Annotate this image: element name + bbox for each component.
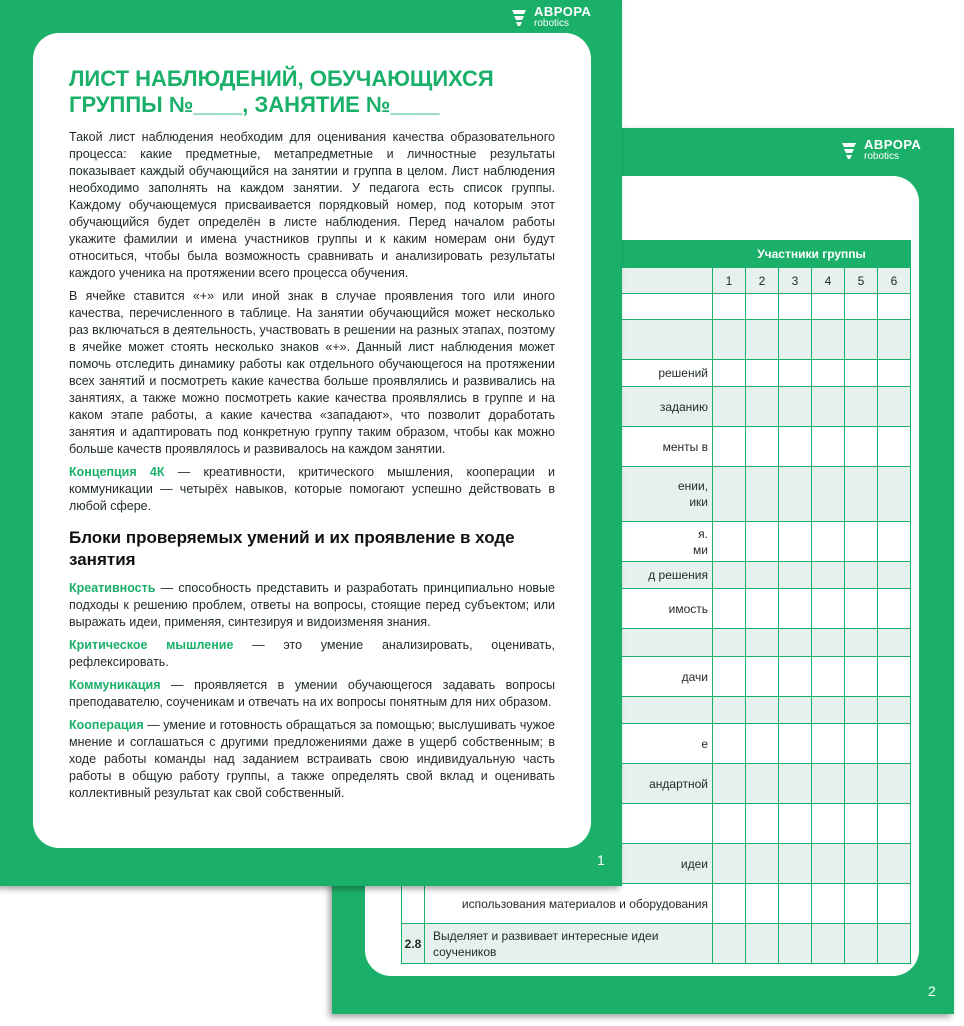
observation-cell[interactable] [878,764,911,804]
observation-cell[interactable] [779,924,812,964]
skill-term: Креативность [69,581,156,595]
observation-cell[interactable] [878,629,911,657]
section-heading: Блоки проверяемых умений и их проявление в ходе занятия [69,528,515,569]
brand-sub: robotics [864,151,900,162]
page-number: 1 [597,852,605,868]
aurora-logo-icon [508,6,530,28]
criterion-text: ении, ики [677,479,708,509]
observation-cell[interactable] [713,724,746,764]
observation-cell[interactable] [878,589,911,629]
observation-cell[interactable] [812,697,845,724]
page-title: ЛИСТ НАБЛЮДЕНИЙ, ОБУЧАЮЩИХСЯ ГРУППЫ №____, ЗАНЯТИЕ №____ [69,66,494,117]
observation-cell[interactable] [713,320,746,360]
observation-cell[interactable] [746,724,779,764]
skill-term: Кооперация [69,718,144,732]
observation-cell[interactable] [713,294,746,320]
criterion-text: андартной [649,776,708,791]
observation-cell[interactable] [845,360,878,387]
observation-cell[interactable] [878,320,911,360]
criterion-text: имость [668,601,708,616]
observation-cell[interactable] [878,387,911,427]
criterion-cell [425,884,713,924]
observation-cell[interactable] [845,657,878,697]
skill-paragraph [69,580,555,631]
observation-cell[interactable] [779,320,812,360]
page-1-text [69,66,555,808]
observation-cell[interactable] [878,562,911,589]
observation-cell[interactable] [713,657,746,697]
brand-name: АВРОРА [534,4,592,19]
observation-cell[interactable] [878,294,911,320]
observation-cell[interactable] [713,844,746,884]
observation-cell[interactable] [713,522,746,562]
observation-cell[interactable] [845,320,878,360]
observation-cell[interactable] [845,884,878,924]
observation-cell[interactable] [812,924,845,964]
skill-paragraph [69,677,555,711]
observation-cell[interactable] [779,724,812,764]
observation-cell[interactable] [812,844,845,884]
observation-cell[interactable] [779,697,812,724]
observation-cell[interactable] [812,294,845,320]
criterion-text: дачи [681,669,708,684]
observation-cell[interactable] [746,387,779,427]
observation-cell[interactable] [713,427,746,467]
brand-logo [838,138,921,162]
observation-cell[interactable] [845,589,878,629]
observation-cell[interactable] [779,522,812,562]
observation-cell[interactable] [845,764,878,804]
observation-cell[interactable] [713,697,746,724]
observation-cell[interactable] [779,629,812,657]
observation-cell[interactable] [713,924,746,964]
observation-cell[interactable] [845,844,878,884]
observation-cell[interactable] [713,764,746,804]
criterion-text: Выделяет и развивает интересные идеи соучеников [433,928,659,959]
table-row [402,884,911,924]
observation-cell[interactable] [845,629,878,657]
observation-cell[interactable] [779,427,812,467]
observation-cell[interactable] [878,724,911,764]
observation-cell[interactable] [812,467,845,522]
criterion-cell [425,924,713,964]
observation-cell[interactable] [845,924,878,964]
observation-cell[interactable] [746,844,779,884]
observation-cell[interactable] [845,804,878,844]
observation-cell[interactable] [812,629,845,657]
skill-description: — это умение анализировать, оценивать, рефлексировать. [69,638,555,669]
observation-cell[interactable] [779,884,812,924]
participant-number: 2 [746,268,779,294]
observation-cell[interactable] [746,764,779,804]
observation-cell[interactable] [812,804,845,844]
criterion-text: д решения [648,568,708,582]
observation-cell[interactable] [713,884,746,924]
observation-cell[interactable] [812,884,845,924]
concept-paragraph [69,464,555,515]
observation-cell[interactable] [845,724,878,764]
observation-cell[interactable] [878,467,911,522]
observation-cell[interactable] [713,387,746,427]
criterion-text: заданию [659,399,708,414]
page-number: 2 [928,983,936,999]
participant-number: 6 [878,268,911,294]
skill-term: Критическое мышление [69,638,234,652]
observation-cell[interactable] [812,589,845,629]
observation-cell[interactable] [746,629,779,657]
observation-cell[interactable] [812,562,845,589]
observation-cell[interactable] [746,562,779,589]
skills-list [69,580,555,802]
criterion-text: я. ми [693,526,708,557]
observation-cell[interactable] [713,562,746,589]
observation-cell[interactable] [845,387,878,427]
participants-header: Участники группы [713,241,911,268]
observation-cell[interactable] [812,657,845,697]
observation-cell[interactable] [779,387,812,427]
brand-sub: robotics [534,18,570,29]
concept-term: Концепция 4К [69,465,165,479]
observation-cell[interactable] [746,924,779,964]
observation-cell[interactable] [746,522,779,562]
observation-cell[interactable] [878,657,911,697]
observation-cell[interactable] [779,360,812,387]
observation-cell[interactable] [878,697,911,724]
observation-cell[interactable] [878,924,911,964]
observation-cell[interactable] [878,360,911,387]
observation-cell[interactable] [845,467,878,522]
observation-cell[interactable] [845,562,878,589]
participant-number: 1 [713,268,746,294]
observation-cell[interactable] [746,427,779,467]
observation-cell[interactable] [746,320,779,360]
observation-cell[interactable] [812,427,845,467]
observation-cell[interactable] [779,764,812,804]
observation-cell[interactable] [779,294,812,320]
row-number [402,884,425,924]
instructions-paragraph: В ячейке ставится «+» или иной знак в случае проявления того или иного качества, перечисленного в таблице. На занятии обучающийся может несколько раз включаться в деятельность, участвовать в решении на разных этапах, поэтому в ячейке может стоять несколько знаков «+». Данный лист наблюдения может помочь отследить динамику работы как отдельного обучающегося на протяжении всех занятий и посмотреть какие качества больше проявлялись и развивались на занятиях, а также можно посмотреть какие качества проявлялись в группе и на каком этапе работы, а какие качества «западают», что позволит доработать занятия и адаптировать под конкретную группу таким образом, чтобы как можно больше качеств проявлялось и развивалось на каждом занятии. [69,289,555,456]
observation-cell[interactable] [746,589,779,629]
criterion-text: е [701,736,708,751]
brand-name: АВРОРА [864,137,922,152]
aurora-logo-icon [838,139,860,161]
observation-cell[interactable] [812,724,845,764]
criterion-text: менты в [662,439,708,454]
observation-cell[interactable] [845,427,878,467]
observation-cell[interactable] [812,387,845,427]
intro-paragraph: Такой лист наблюдения необходим для оценивания качества образовательного процесса: какие предметные, метапредметные и личностные результаты показывает каждый обучающийся на занятии и группа в целом. Лист наблюдения необходимо заполнять на каждом занятии. У педагога есть список группы. Каждому обучающемуся присваивается порядковый номер, под которым этот обучающийся будет определён в листе наблюдения. Перед началом работы укажите фамилии и имена участников группы и к каким номерам они будут относиться, чтобы была возможность сравнивать и анализировать результаты каждого ученика на протяжении всего процесса обучения. [69,130,555,280]
observation-cell[interactable] [746,884,779,924]
skill-paragraph [69,637,555,671]
observation-cell[interactable] [746,467,779,522]
observation-cell[interactable] [779,657,812,697]
observation-cell[interactable] [746,294,779,320]
observation-cell[interactable] [779,804,812,844]
skill-description: — проявляется в умении обучающегося задавать вопросы преподавателю, соученикам и отвечать на их вопросы понятным для них образом. [69,678,555,709]
participant-number: 5 [845,268,878,294]
observation-cell[interactable] [713,629,746,657]
skill-description: — способность представить и разработать принципиально новые подходы к решению проблем, ответы на вопросы, стоящие перед субъектом; или выражать идеи, применяя, синтезируя и видоизменяя знания. [69,581,555,629]
participant-number: 4 [812,268,845,294]
observation-cell[interactable] [746,697,779,724]
observation-cell[interactable] [713,360,746,387]
skill-term: Коммуникация [69,678,161,692]
observation-cell[interactable] [845,522,878,562]
observation-cell[interactable] [779,562,812,589]
criterion-text: решений [658,366,708,380]
observation-cell[interactable] [878,884,911,924]
skill-description: — умение и готовность обращаться за помощью; выслушивать чужое мнение и соглашаться с другими предложениями даже в ущерб собственным; в ходе работы команды над заданием встраивать свою индивидуальную часть работы в общую работу группы, а также определять свой вклад и оценивать коллективный результат как свой собственный. [69,718,555,800]
row-number: 2.8 [402,924,425,964]
skill-paragraph [69,717,555,802]
observation-cell[interactable] [779,589,812,629]
observation-cell[interactable] [812,522,845,562]
criterion-text: идеи [680,856,708,871]
observation-cell[interactable] [878,804,911,844]
concept-text: — креативности, критического мышления, кооперации и коммуникации — четырёх навыков, которые помогают успешно действовать в любой сфере. [69,465,556,513]
observation-cell[interactable] [878,427,911,467]
observation-cell[interactable] [812,320,845,360]
observation-cell[interactable] [779,467,812,522]
observation-cell[interactable] [812,360,845,387]
brand-logo [508,5,591,29]
observation-cell[interactable] [713,589,746,629]
observation-cell[interactable] [746,657,779,697]
observation-cell[interactable] [779,844,812,884]
table-row [402,924,911,964]
observation-cell[interactable] [845,294,878,320]
observation-cell[interactable] [713,467,746,522]
observation-cell[interactable] [746,360,779,387]
observation-cell[interactable] [812,764,845,804]
observation-cell[interactable] [746,804,779,844]
observation-cell[interactable] [845,697,878,724]
criterion-text: использования материалов и оборудования [461,896,708,911]
observation-cell[interactable] [878,522,911,562]
participant-number: 3 [779,268,812,294]
observation-cell[interactable] [713,804,746,844]
observation-cell[interactable] [878,844,911,884]
